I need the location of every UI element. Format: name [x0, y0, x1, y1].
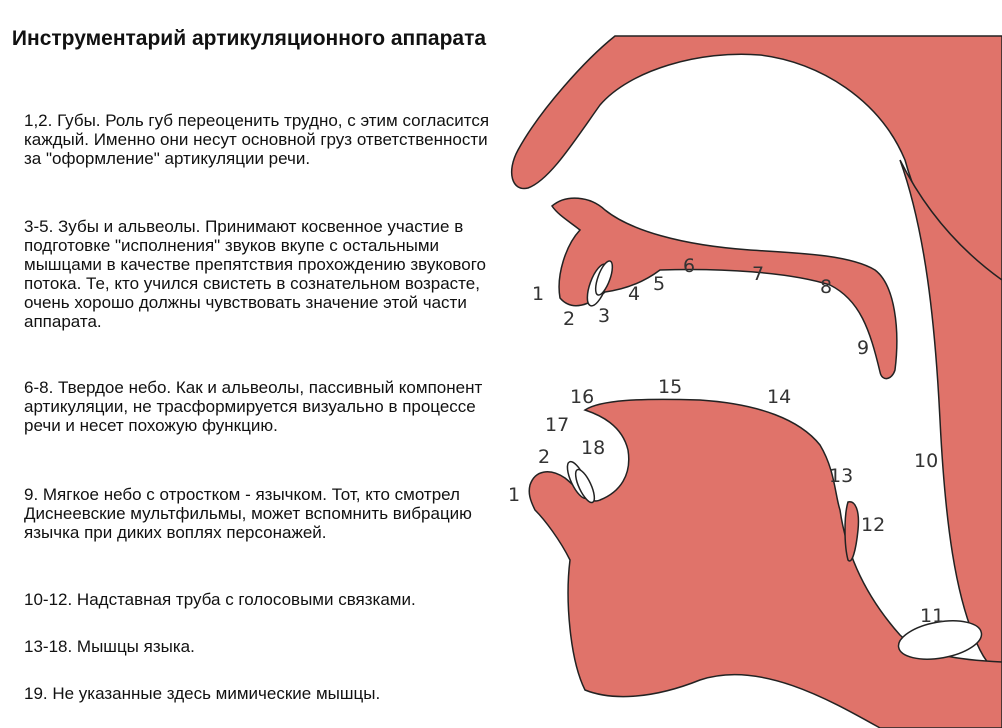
diagram-label: 1 — [532, 283, 545, 305]
paragraph-soft-palate: 9. Мягкое небо с отростком - язычком. Тот, кто смотрел Диснеевские мультфильмы, может вспомнить вибрацию язычка при диких воплях персонажей. — [24, 485, 472, 542]
diagram-label: 15 — [658, 376, 683, 398]
paragraph-tongue-muscles: 13-18. Мышцы языка. — [24, 637, 195, 656]
diagram-label: 6 — [683, 255, 696, 277]
diagram-label: 8 — [820, 276, 833, 298]
diagram-label: 17 — [545, 414, 570, 436]
diagram-label: 18 — [581, 437, 606, 459]
diagram-label: 12 — [861, 514, 886, 536]
page-title: Инструментарий артикуляционного аппарата — [11, 27, 487, 50]
diagram-label: 9 — [857, 337, 870, 359]
paragraph-facial-muscles: 19. Не указанные здесь мимические мышцы. — [24, 684, 381, 703]
diagram-label: 13 — [829, 465, 854, 487]
paragraph-lips: 1,2. Губы. Роль губ переоценить трудно, с этим согласится каждый. Именно они несут основной груз ответственности за "оформление" артикуляции речи. — [24, 111, 490, 168]
diagram-label: 5 — [653, 273, 666, 295]
diagram-label: 16 — [570, 386, 595, 408]
diagram-label: 4 — [628, 283, 641, 305]
diagram-label: 11 — [920, 605, 945, 627]
diagram-label: 2 — [538, 446, 551, 468]
diagram-label: 7 — [752, 263, 765, 285]
diagram-label: 2 — [563, 308, 576, 330]
paragraph-vocal-tract: 10-12. Надставная труба с голосовыми связками. — [24, 590, 416, 609]
diagram-label: 1 — [508, 484, 521, 506]
vocal-fold-shape — [845, 502, 858, 561]
paragraph-hard-palate: 6-8. Твердое небо. Как и альвеолы, пассивный компонент артикуляции, не трасформируется визуально в процессе речи и несет похожую функцию. — [24, 378, 483, 435]
diagram-label: 14 — [767, 386, 792, 408]
diagram-label: 3 — [598, 305, 611, 327]
paragraph-teeth: 3-5. Зубы и альвеолы. Принимают косвенное участие в подготовке "исполнения" звуков вкупе с остальными мышцами в качестве препятствия прохождению звукового потока. Те, кто учился свистеть в сознательном возрасте, очень хорошо должны чувствовать значение этой части аппарата. — [24, 217, 486, 331]
diagram-label: 10 — [914, 450, 939, 472]
